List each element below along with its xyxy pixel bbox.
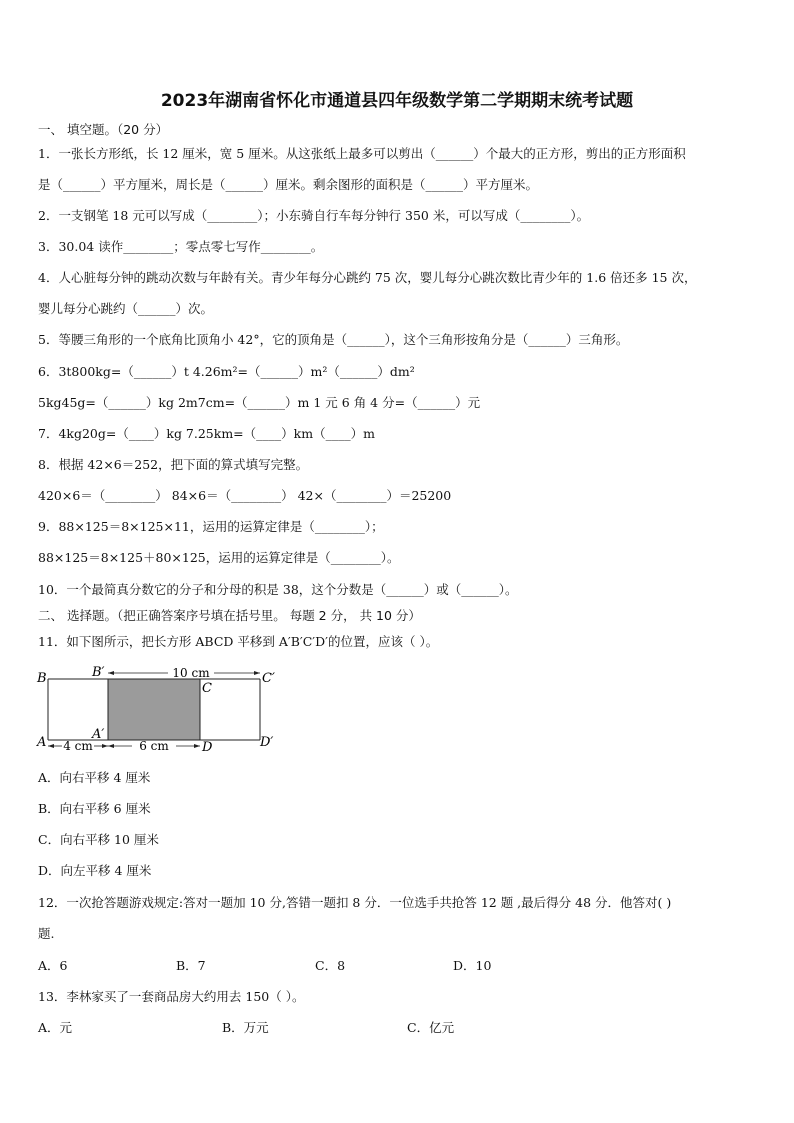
vertex-label-Bp: B′ (92, 665, 105, 680)
question-2: 2．一支钢笔 18 元可以写成（________）；小东骑自行车每分钟行 350 米，可以写成（________）。 (38, 208, 590, 223)
vertex-label-B: B (37, 671, 47, 686)
question-9-line-1: 9．88×125＝8×125×11，运用的运算定律是（________）； (38, 519, 384, 534)
question-8: 8．根据 42×6＝252，把下面的算式填写完整。 (38, 457, 309, 472)
vertex-label-Dp: D′ (260, 735, 274, 750)
q11-option-c: C．向右平移 10 厘米 (38, 832, 159, 847)
question-6-line-2: 5kg45g=（______）kg 2m7cm=（______）m 1 元 6 角 4 分=（______）元 (38, 395, 481, 410)
q12-option-c: C．8 (315, 958, 346, 973)
question-8-equations: 420×6＝（________） 84×6＝（________） 42×（________）＝25200 (38, 488, 452, 503)
question-1-line-1: 1．一张长方形纸，长 12 厘米，宽 5 厘米。从这张纸上最多可以剪出（______）个最大的正方形，剪出的正方形面积 (38, 146, 686, 161)
section-heading-fill-blank: 一、 填空题。（20 分） (38, 122, 169, 137)
q11-option-a: A．向右平移 4 厘米 (38, 770, 151, 785)
question-6-line-1: 6．3t800kg=（______）t 4.26m²=（______）m²（______）dm² (38, 364, 415, 379)
q11-option-b: B．向右平移 6 厘米 (38, 801, 151, 816)
q13-option-a: A．元 (38, 1020, 73, 1035)
vertex-label-A: A (37, 735, 47, 750)
q12-option-b: B．7 (176, 958, 206, 973)
vertex-label-D: D (202, 740, 213, 755)
question-12-line-1: 12．一次抢答题游戏规定:答对一题加 10 分,答错一题扣 8 分．一位选手共抢答 12 题 ,最后得分 48 分．他答对( ) (38, 895, 672, 910)
q11-option-d: D．向左平移 4 厘米 (38, 863, 152, 878)
arrow-mid-b (194, 744, 200, 748)
vertex-label-Cp: C′ (262, 671, 275, 686)
dimension-label-mid: 6 cm (139, 739, 169, 753)
question-5: 5．等腰三角形的一个底角比顶角小 42°，它的顶角是（______），这个三角形按角分是（______）三角形。 (38, 332, 629, 347)
dimension-label-top: 10 cm (172, 666, 210, 680)
arrow-mid-a (108, 744, 114, 748)
q13-option-b: B．万元 (222, 1020, 269, 1035)
question-4-line-1: 4．人心脏每分钟的跳动次数与年龄有关。青少年每分心跳约 75 次，婴儿每分心跳次数比青少年的 1.6 倍还多 15 次， (38, 270, 697, 285)
question-13: 13．李林家买了一套商品房大约用去 150（ ）。 (38, 989, 305, 1004)
question-1-line-2: 是（______）平方厘米，周长是（______）厘米。剩余图形的面积是（______）平方厘米。 (38, 177, 539, 192)
arrow-top-right (254, 671, 260, 675)
vertex-label-Ap: A′ (92, 727, 105, 742)
shaded-rectangle (108, 679, 200, 740)
section-heading-choice: 二、 选择题。（把正确答案序号填在括号里。 每题 2 分， 共 10 分） (38, 608, 421, 623)
translation-figure (34, 664, 284, 758)
arrow-top-left (108, 671, 114, 675)
question-10: 10．一个最简真分数它的分子和分母的积是 38，这个分数是（______）或（______）。 (38, 582, 518, 597)
page-title: 2023年湖南省怀化市通道县四年级数学第二学期期末统考试题 (160, 91, 634, 111)
question-9-line-2: 88×125＝8×125＋80×125，运用的运算定律是（________）。 (38, 550, 400, 565)
q12-option-a: A．6 (38, 958, 68, 973)
dimension-label-left: 4 cm (63, 739, 93, 753)
question-4-line-2: 婴儿每分心跳约（______）次。 (38, 301, 214, 316)
q12-option-d: D．10 (453, 958, 492, 973)
question-3: 3．30.04 读作________；零点零七写作________。 (38, 239, 324, 254)
q13-option-c: C．亿元 (407, 1020, 455, 1035)
arrow-left-b (102, 744, 108, 748)
question-7: 7．4kg20g=（____）kg 7.25km=（____）km（____）m (38, 426, 375, 441)
vertex-label-C: C (202, 681, 212, 696)
question-11: 11．如下图所示，把长方形 ABCD 平移到 A′B′C′D′的位置，应该（ ）。 (38, 634, 439, 649)
question-12-line-2: 题. (38, 926, 55, 941)
arrow-left-a (48, 744, 54, 748)
